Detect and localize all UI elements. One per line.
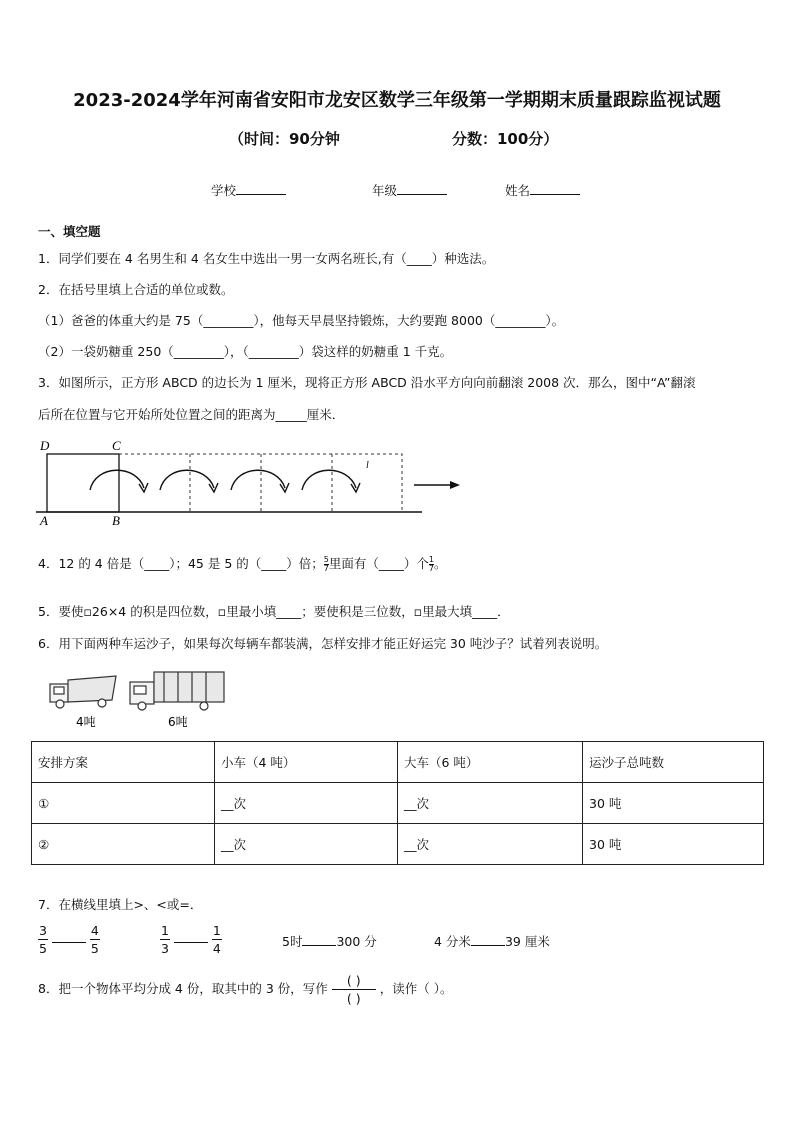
exam-score: 分数：100分） (452, 130, 559, 148)
question-3-line-2: 后所在位置与它开始所处位置之间的距离为_____厘米． (38, 407, 345, 422)
table-row (32, 824, 764, 865)
question-8: 8．把一个物体平均分成 4 份，取其中的 3 份，写作 $\frac{( )}{( )}$ ，读作（ ）。 (38, 973, 453, 1006)
table-cell: __次 (398, 824, 583, 865)
question-3-line-1: 3．如图所示，正方形 ABCD 的边长为 1 厘米，现将正方形 ABCD 沿水平方向向前翻滚 2008 次．那么，图中“A”翻滚 (38, 375, 696, 390)
arrow-head (450, 481, 460, 489)
label-b: B (112, 513, 120, 528)
question-7: 7．在横线里填上>、<或=． (38, 897, 203, 912)
rolling-square-figure (36, 436, 476, 528)
question-2: 2．在括号里填上合适的单位或数。 (38, 282, 234, 297)
big-truck-icon (130, 672, 224, 710)
question-6: 6．用下面两种车运沙子，如果每次每辆车都装满，怎样安排才能正好运完 30 吨沙子？试着列表说明。 (38, 636, 608, 651)
question-2-part-2: （2）一袋奶糖重 250（________），（________）袋这样的奶糖重 1 千克。 (38, 344, 453, 359)
question-2-part-1: （1）爸爸的体重大约是 75（________），他每天早晨坚持锻炼，大约要跑 8000（________）。 (38, 313, 565, 328)
table-header: 安排方案 (32, 742, 215, 783)
question-4: 4．12 的 4 倍是（____）；45 是 5 的（____）倍； $\frac{5}{7}$ 里面有（____）个 $\frac{1}{7}$ 。 (38, 555, 447, 573)
table-cell: __次 (215, 824, 398, 865)
label-c: C (112, 438, 121, 453)
question-5: 5．要使▫26×4 的积是四位数，▫里最小填____；要使积是三位数，▫里最大填____． (38, 604, 510, 619)
roll-arrows (90, 470, 360, 492)
table-header: 运沙子总吨数 (583, 742, 764, 783)
table-cell: ② (32, 824, 215, 865)
table-header-row (32, 742, 764, 783)
table-header: 小车（4 吨） (215, 742, 398, 783)
grade-field: 年级 (372, 181, 447, 199)
table-cell: __次 (215, 783, 398, 824)
table-cell: ① (32, 783, 215, 824)
table-cell: 30 吨 (583, 783, 764, 824)
table-header: 大车（6 吨） (398, 742, 583, 783)
label-l: l (366, 460, 369, 471)
school-field: 学校 (211, 181, 286, 199)
compare-2: $\frac{1}{3}$ $\frac{1}{4}$ (161, 923, 221, 956)
big-truck-label: 6吨 (168, 715, 188, 729)
square-abcd (47, 454, 119, 512)
table-row (32, 783, 764, 824)
table-cell: __次 (398, 783, 583, 824)
compare-1: $\frac{3}{5}$ $\frac{4}{5}$ (39, 923, 99, 956)
question-1: 1．同学们要在 4 名男生和 4 名女生中选出一男一女两名班长,有（____）种选法。 (38, 251, 495, 266)
page-title: 2023-2024学年河南省安阳市龙安区数学三年级第一学期期末质量跟踪监视试题 (73, 90, 721, 111)
small-truck-icon (50, 676, 116, 708)
fraction-5-7: $\frac{5}{7}$ (323, 555, 329, 573)
exam-time: （时间：90分钟 (229, 130, 340, 148)
trucks-illustration (46, 666, 230, 732)
arrangement-table (31, 741, 764, 865)
section-heading: 一、填空题 (38, 224, 101, 239)
label-d: D (40, 438, 50, 453)
fraction-1-7: $\frac{1}{7}$ (428, 555, 434, 573)
table-cell: 30 吨 (583, 824, 764, 865)
compare-4: 4 分米 39 厘米 (434, 934, 550, 949)
small-truck-label: 4吨 (76, 715, 96, 729)
label-a: A (40, 513, 48, 528)
compare-3: 5时 300 分 (282, 934, 377, 949)
name-field: 姓名 (505, 181, 580, 199)
